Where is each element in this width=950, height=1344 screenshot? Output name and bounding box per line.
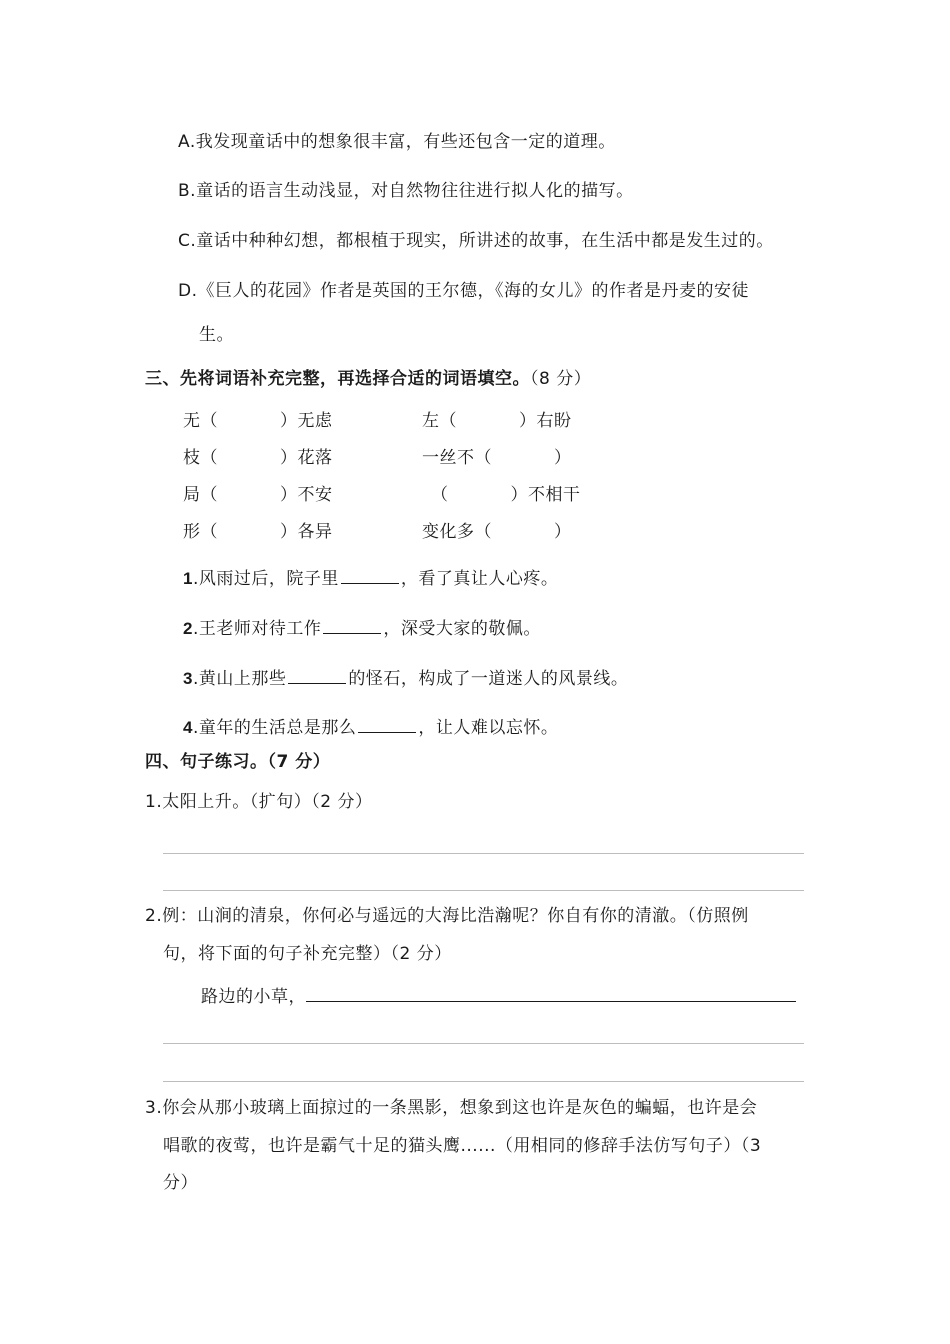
fill-sentence-1-number: 1: [183, 569, 193, 588]
word-item-8-left: 变化多（: [422, 522, 492, 542]
fill-sentence-1: [183, 565, 558, 591]
option-b: [178, 179, 634, 203]
answer-line-2[interactable]: [163, 890, 804, 891]
option-d-continuation: 生。: [199, 325, 234, 345]
word-item-2-left: 左（: [422, 411, 457, 431]
word-item-4: [422, 446, 572, 470]
question-2-answer-blank[interactable]: [306, 983, 796, 1002]
word-item-3-left: 枝（: [183, 448, 218, 468]
word-item-7-right: ）各异: [280, 522, 333, 542]
section-4-title: 四、句子练习。（7 分）: [145, 752, 331, 772]
word-item-5-right: ）不安: [280, 485, 333, 505]
word-item-2: [422, 409, 572, 433]
answer-line-1[interactable]: [163, 853, 804, 854]
option-b-text: 童话的语言生动浅显，对自然物往往进行拟人化的描写。: [196, 181, 634, 201]
word-item-6-right: ）不相干: [510, 485, 581, 505]
question-2-prompt: 路边的小草，: [201, 987, 306, 1007]
option-c-text: 童话中种种幻想，都根植于现实，所讲述的故事，在生活中都是发生过的。: [196, 231, 774, 251]
question-2-line-1: 2.例：山涧的清泉，你何必与遥远的大海比浩瀚呢？你自有你的清澈。（仿照例: [145, 906, 749, 926]
fill-blank-1[interactable]: [341, 565, 399, 584]
fill-sentence-4-number: 4: [183, 718, 193, 737]
answer-line-4[interactable]: [163, 1081, 804, 1082]
fill-blank-3[interactable]: [288, 665, 346, 684]
fill-sentence-2: [183, 615, 541, 641]
word-item-1-right: ）无虑: [280, 411, 333, 431]
option-a-label: A.: [178, 132, 196, 152]
fill-sentence-2-after: ，深受大家的敬佩。: [383, 619, 541, 639]
word-item-8-right: ）: [554, 522, 572, 542]
fill-sentence-1-before: .风雨过后，院子里: [192, 569, 339, 589]
question-1: 1.太阳上升。（扩句）（2 分）: [145, 792, 373, 812]
option-c-label: C.: [178, 231, 197, 251]
fill-sentence-2-before: .王老师对待工作: [192, 619, 322, 639]
word-item-7: [183, 520, 333, 544]
fill-sentence-4: [183, 714, 558, 740]
word-item-2-right: ）右盼: [519, 411, 572, 431]
word-item-5-left: 局（: [183, 485, 218, 505]
fill-sentence-3-before: .黄山上那些: [192, 669, 287, 689]
fill-blank-2[interactable]: [323, 615, 381, 634]
option-c: [178, 229, 774, 253]
fill-sentence-3: [183, 665, 628, 691]
word-item-6: [431, 483, 581, 507]
section-3-title: 三、先将词语补充完整，再选择合适的词语填空。: [145, 369, 530, 389]
fill-sentence-4-before: .童年的生活总是那么: [192, 718, 357, 738]
fill-blank-4[interactable]: [358, 714, 416, 733]
word-item-1-left: 无（: [183, 411, 218, 431]
word-item-5: [183, 483, 333, 507]
question-2-line-2: 句，将下面的句子补充完整）（2 分）: [163, 944, 452, 964]
option-d: [178, 279, 749, 303]
option-d-text: 《巨人的花园》作者是英国的王尔德，《海的女儿》的作者是丹麦的安徒: [197, 281, 749, 301]
section-3-score: （8 分）: [530, 369, 592, 389]
word-item-3: [183, 446, 333, 470]
fill-sentence-2-number: 2: [183, 619, 193, 638]
option-a: [178, 130, 616, 154]
section-3-heading: [145, 367, 591, 391]
word-item-1: [183, 409, 333, 433]
word-item-8: [422, 520, 572, 544]
question-3-line-2: 唱歌的夜莺，也许是霸气十足的猫头鹰......（用相同的修辞手法仿写句子）（3: [163, 1136, 762, 1156]
question-2-prompt-row: [201, 983, 796, 1009]
option-d-label: D.: [178, 281, 198, 301]
option-b-label: B.: [178, 181, 197, 201]
fill-sentence-4-after: ，让人难以忘怀。: [418, 718, 559, 738]
fill-sentence-3-after: 的怪石，构成了一道迷人的风景线。: [348, 669, 629, 689]
answer-line-3[interactable]: [163, 1043, 804, 1044]
fill-sentence-1-after: ，看了真让人心疼。: [400, 569, 559, 589]
fill-sentence-3-number: 3: [183, 669, 193, 688]
word-item-4-right: ）: [554, 448, 572, 468]
word-item-6-left: （: [431, 485, 449, 505]
word-item-3-right: ）花落: [280, 448, 333, 468]
word-item-7-left: 形（: [183, 522, 218, 542]
word-item-4-left: 一丝不（: [422, 448, 492, 468]
question-3-line-3: 分）: [163, 1173, 198, 1193]
option-a-text: 我发现童话中的想象很丰富，有些还包含一定的道理。: [195, 132, 616, 152]
question-3-line-1: 3.你会从那小玻璃上面掠过的一条黑影，想象到这也许是灰色的蝙蝠，也许是会: [145, 1098, 758, 1118]
